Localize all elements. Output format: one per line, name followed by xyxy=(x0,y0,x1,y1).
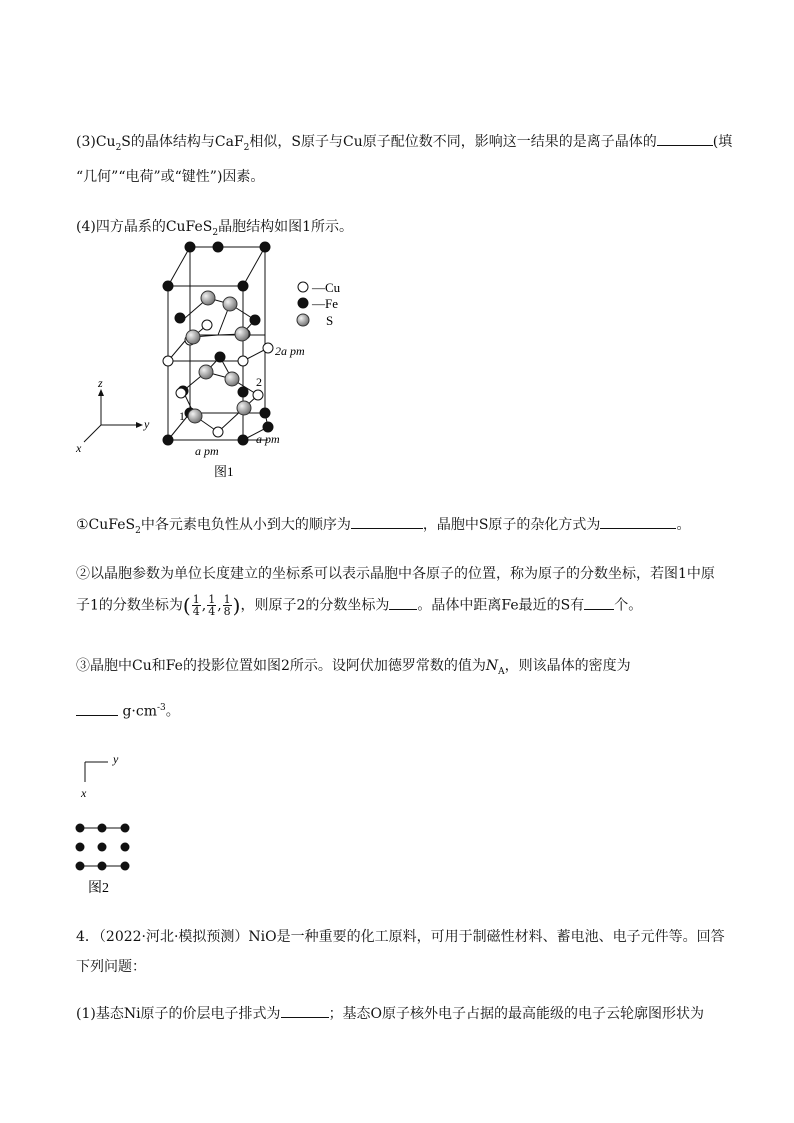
label-a-pm-right: a pm xyxy=(256,432,280,446)
question-4-intro: (4)四方晶系的CuFeS$_2$晶胞结构如图1所示。 xyxy=(76,219,354,238)
problem-4-line-3: (1)基态Ni原子的价层电子排式为 ；基态O原子核外电子占据的最高能级的电子云轮廓图形状为 xyxy=(76,1003,704,1024)
figure-1-caption: 图1 xyxy=(214,464,234,479)
axis-z-label: z xyxy=(98,376,103,390)
figure-1-unit-cell xyxy=(70,238,360,483)
sub-question-2-line-2: 子1的分数坐标为( $\frac{1}{4}$ , $\frac{1}{4}$ , $\frac{1}{8}$ )，则原子2的分数坐标为 。晶体中距离Fe最近的S有 个。 xyxy=(76,593,643,618)
question-3-line-2: “几何”“电荷”或“键性”)因素。 xyxy=(76,169,265,185)
legend-cu: —Cu xyxy=(312,280,341,295)
sub-question-1: ①CuFeS$_2$中各元素电负性从小到大的顺序为 ，晶胞中S原子的杂化方式为 。 xyxy=(76,514,690,541)
answer-blank[interactable] xyxy=(351,514,423,529)
problem-4-line-2: 下列问题： xyxy=(76,959,146,975)
axis-y-label: y xyxy=(144,417,150,431)
fraction: $\frac{1}{4}$ xyxy=(192,593,200,618)
answer-blank[interactable] xyxy=(76,701,118,716)
legend-s: S xyxy=(326,313,334,328)
fraction: $\frac{1}{8}$ xyxy=(223,593,231,618)
label-2a-pm: 2a pm xyxy=(275,344,305,358)
answer-blank[interactable] xyxy=(657,131,713,146)
answer-blank[interactable] xyxy=(389,595,417,610)
sub-question-3-line-2: $g\cdot cm^{-3}$。 xyxy=(76,698,180,722)
figure-2-projection xyxy=(70,748,140,900)
answer-blank[interactable] xyxy=(281,1003,329,1018)
legend-fe: —Fe xyxy=(312,296,338,311)
axis-y-label: y xyxy=(113,752,119,766)
question-3-line-1: $(3)Cu_2S$的晶体结构与CaF$_2$相似，S原子与Cu原子配位数不同，影响这一结果的是离子晶体的 (填 xyxy=(76,131,732,158)
atom-1-label: 1 xyxy=(179,409,185,423)
fraction: $\frac{1}{4}$ xyxy=(208,593,216,618)
label-a-pm-bottom: a pm xyxy=(195,444,219,458)
atom-2-label: 2 xyxy=(256,375,262,389)
sub-question-2-line-1: ②以晶胞参数为单位长度建立的坐标系可以表示晶胞中各原子的位置，称为原子的分数坐标，若图1中原 xyxy=(76,566,715,582)
figure-2-caption: 图2 xyxy=(88,881,109,896)
axis-x-label: x xyxy=(81,786,87,800)
sub-question-3-line-1: ③晶胞中Cu和Fe的投影位置如图2所示。设阿伏加德罗常数的值为$N_A$，则该晶体的密度为 xyxy=(76,658,631,677)
axis-x-label: x xyxy=(76,441,82,455)
problem-4-line-1: 4．（2022·河北·模拟预测）NiO是一种重要的化工原料，可用于制磁性材料、蓄电池、电子元件等。回答 xyxy=(76,929,725,945)
answer-blank[interactable] xyxy=(584,595,614,610)
answer-blank[interactable] xyxy=(600,514,676,529)
